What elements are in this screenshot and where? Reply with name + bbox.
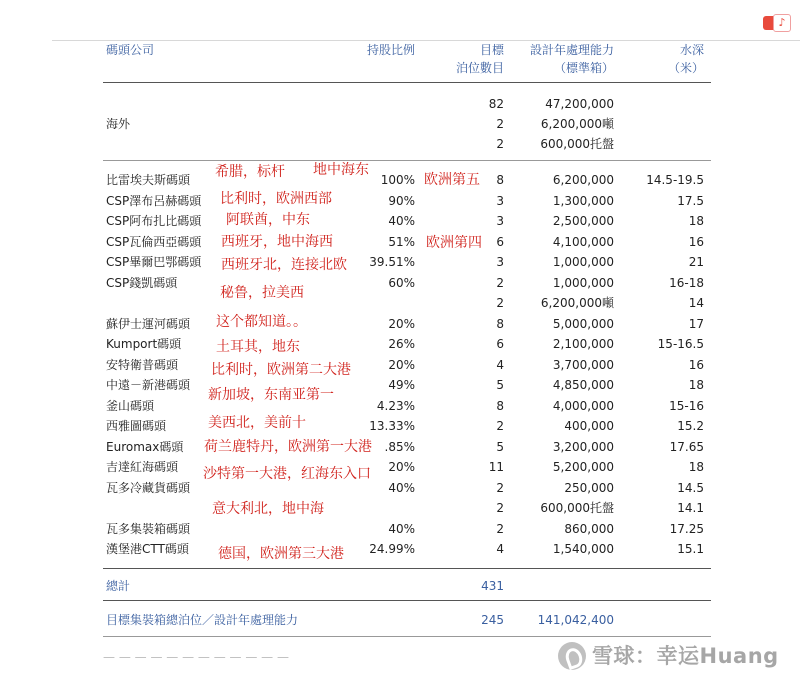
terminal-capacity: 3,200,000 [552, 440, 614, 454]
terminal-capacity: 3,700,000 [552, 358, 614, 372]
terminal-depth: 17 [688, 317, 704, 331]
terminal-berths: 8 [496, 399, 504, 413]
terminal-berths: 2 [496, 481, 504, 495]
top-divider [52, 40, 800, 41]
terminal-depth: 15.2 [677, 419, 704, 433]
terminal-depth: 15-16 [669, 399, 704, 413]
terminal-depth: 14.1 [677, 501, 704, 515]
terminal-stake: 26% [388, 337, 415, 351]
header-capacity-line2: （標準箱） [553, 61, 614, 75]
terminal-name: 瓦多集裝箱碼頭 [106, 522, 191, 536]
terminal-berths: 2 [496, 522, 504, 536]
overseas-label: 海外 [106, 117, 131, 131]
terminal-berths: 2 [496, 296, 504, 310]
terminal-name: Kumport碼頭 [106, 337, 182, 351]
annotation: 西班牙北，连接北欧 [221, 257, 347, 273]
terminal-capacity: 5,000,000 [552, 317, 614, 331]
terminal-capacity: 4,100,000 [552, 235, 614, 249]
terminal-capacity: 860,000 [564, 522, 614, 536]
annotation: 希腊，标杆 [215, 164, 285, 180]
terminal-depth: 15.1 [677, 542, 704, 556]
annotation: 沙特第一大港，红海东入口 [203, 466, 371, 482]
terminal-capacity: 2,100,000 [552, 337, 614, 351]
watermark-text: 雪球：幸运Huang [592, 644, 779, 668]
terminal-name: CSP澤布呂赫碼頭 [106, 194, 202, 208]
terminal-capacity: 1,000,000 [552, 276, 614, 290]
annotation: 西班牙，地中海西 [221, 234, 333, 250]
overseas-capacity: 600,000托盤 [540, 137, 614, 151]
terminal-stake: 100% [380, 173, 415, 187]
header-depth-line1: 水深 [679, 43, 704, 57]
terminal-depth: 16 [688, 235, 704, 249]
container-total-capacity: 141,042,400 [537, 613, 614, 627]
terminal-name: 中遠－新港碼頭 [106, 378, 191, 392]
terminal-stake: 24.99% [369, 542, 415, 556]
terminal-name: 西雅圖碼頭 [106, 419, 167, 433]
terminal-berths: 3 [496, 255, 504, 269]
terminal-name: CSP阿布扎比碼頭 [106, 214, 202, 228]
terminal-capacity: 4,000,000 [552, 399, 614, 413]
terminal-berths: 8 [496, 317, 504, 331]
terminal-stake: 51% [388, 235, 415, 249]
header-capacity-line1: 設計年處理能力 [529, 43, 614, 57]
terminal-stake: 40% [388, 214, 415, 228]
terminal-name: 吉達紅海碼頭 [106, 460, 179, 474]
annotation: 荷兰鹿特丹，欧洲第一大港 [204, 439, 372, 455]
terminal-depth: 18 [688, 214, 704, 228]
terminal-stake: .85% [384, 440, 415, 454]
overseas-berths: 82 [488, 97, 504, 111]
terminal-berths: 3 [496, 214, 504, 228]
terminal-capacity: 5,200,000 [552, 460, 614, 474]
header-stake: 持股比例 [366, 43, 415, 57]
terminal-berths: 2 [496, 419, 504, 433]
terminal-capacity: 600,000托盤 [540, 501, 614, 515]
terminal-depth: 14.5-19.5 [646, 173, 704, 187]
terminal-stake: 90% [388, 194, 415, 208]
terminal-depth: 14.5 [677, 481, 704, 495]
terminal-depth: 15-16.5 [657, 337, 704, 351]
terminal-capacity: 2,500,000 [552, 214, 614, 228]
terminal-capacity: 1,540,000 [552, 542, 614, 556]
annotation: 欧洲第五 [424, 172, 480, 188]
annotation: 秘鲁，拉美西 [220, 285, 304, 301]
annotation: 地中海东 [313, 162, 369, 178]
terminal-stake: 49% [388, 378, 415, 392]
overseas-berths: 2 [496, 137, 504, 151]
terminal-berths: 4 [496, 358, 504, 372]
terminal-name: 蘇伊士運河碼頭 [106, 317, 191, 331]
terminal-berths: 11 [488, 460, 504, 474]
terminal-stake: 40% [388, 481, 415, 495]
terminal-depth: 21 [688, 255, 704, 269]
container-total-label: 目標集裝箱總泊位／設計年處理能力 [106, 613, 299, 627]
annotation: 欧洲第四 [426, 235, 482, 251]
terminal-berths: 6 [496, 235, 504, 249]
terminal-stake: 4.23% [376, 399, 415, 413]
terminal-berths: 5 [496, 378, 504, 392]
terminal-stake: 20% [388, 358, 415, 372]
total-rule [103, 600, 711, 601]
header-company: 碼頭公司 [106, 43, 155, 57]
terminal-berths: 6 [496, 337, 504, 351]
header-berths-line2: 泊位數目 [455, 61, 504, 75]
terminal-depth: 17.5 [677, 194, 704, 208]
terminal-name: 釜山碼頭 [106, 399, 155, 413]
terminal-name: CSP錢凱碼頭 [106, 276, 178, 290]
xueqiu-logo-icon [558, 642, 586, 670]
share-icon[interactable]: ♪ [763, 14, 793, 32]
terminal-stake: 40% [388, 522, 415, 536]
total-label: 總計 [106, 579, 131, 593]
cut-off-text: — — — — — — — — — — — — [103, 650, 289, 664]
terminal-berths: 2 [496, 276, 504, 290]
terminal-capacity: 4,850,000 [552, 378, 614, 392]
xueqiu-watermark [558, 640, 783, 672]
terminal-capacity: 400,000 [564, 419, 614, 433]
header-depth-line2: （米） [667, 61, 704, 75]
terminal-name: Euromax碼頭 [106, 440, 184, 454]
overseas-capacity: 47,200,000 [545, 97, 614, 111]
body-rule [103, 568, 711, 569]
header-rule [103, 82, 711, 83]
container-total-berths: 245 [481, 613, 504, 627]
terminal-name: 安特衛普碼頭 [106, 358, 179, 372]
total-berths: 431 [481, 579, 504, 593]
annotation: 比利时，欧洲西部 [220, 191, 332, 207]
terminal-berths: 5 [496, 440, 504, 454]
terminal-stake: 20% [388, 317, 415, 331]
terminal-capacity: 1,000,000 [552, 255, 614, 269]
annotation: 新加坡，东南亚第一 [208, 387, 334, 403]
annotation: 美西北，美前十 [208, 415, 306, 431]
overseas-berths: 2 [496, 117, 504, 131]
terminal-depth: 18 [688, 460, 704, 474]
terminal-name: 瓦多冷藏貨碼頭 [106, 481, 191, 495]
terminal-berths: 4 [496, 542, 504, 556]
annotation: 土耳其，地东 [216, 339, 300, 355]
terminal-capacity: 6,200,000 [552, 173, 614, 187]
terminal-name: CSP瓦倫西亞碼頭 [106, 235, 202, 249]
overseas-capacity: 6,200,000噸 [540, 117, 614, 131]
annotation: 这个都知道。。 [216, 314, 307, 330]
terminal-berths: 3 [496, 194, 504, 208]
terminal-stake: 39.51% [369, 255, 415, 269]
annotation: 比利时，欧洲第二大港 [211, 362, 351, 378]
annotation: 德国，欧洲第三大港 [218, 546, 344, 562]
terminal-capacity: 250,000 [564, 481, 614, 495]
annotation: 意大利北，地中海 [212, 501, 324, 517]
terminal-stake: 13.33% [369, 419, 415, 433]
terminal-berths: 8 [496, 173, 504, 187]
terminal-name: 漢堡港CTT碼頭 [106, 542, 189, 556]
terminal-stake: 20% [388, 460, 415, 474]
terminal-capacity: 1,300,000 [552, 194, 614, 208]
terminal-stake: 60% [388, 276, 415, 290]
terminal-berths: 2 [496, 501, 504, 515]
terminal-depth: 17.65 [669, 440, 704, 454]
terminal-capacity: 6,200,000噸 [540, 296, 614, 310]
terminal-depth: 16 [688, 358, 704, 372]
overseas-rule [103, 160, 711, 161]
terminal-depth: 16-18 [669, 276, 704, 290]
header-berths-line1: 目標 [479, 43, 504, 57]
terminal-name: 比雷埃夫斯碼頭 [106, 173, 191, 187]
terminal-depth: 17.25 [669, 522, 704, 536]
terminal-name: CSP畢爾巴鄂碼頭 [106, 255, 202, 269]
terminal-depth: 18 [688, 378, 704, 392]
annotation: 阿联酋，中东 [226, 212, 310, 228]
bottom-rule [103, 636, 711, 637]
terminal-depth: 14 [688, 296, 704, 310]
